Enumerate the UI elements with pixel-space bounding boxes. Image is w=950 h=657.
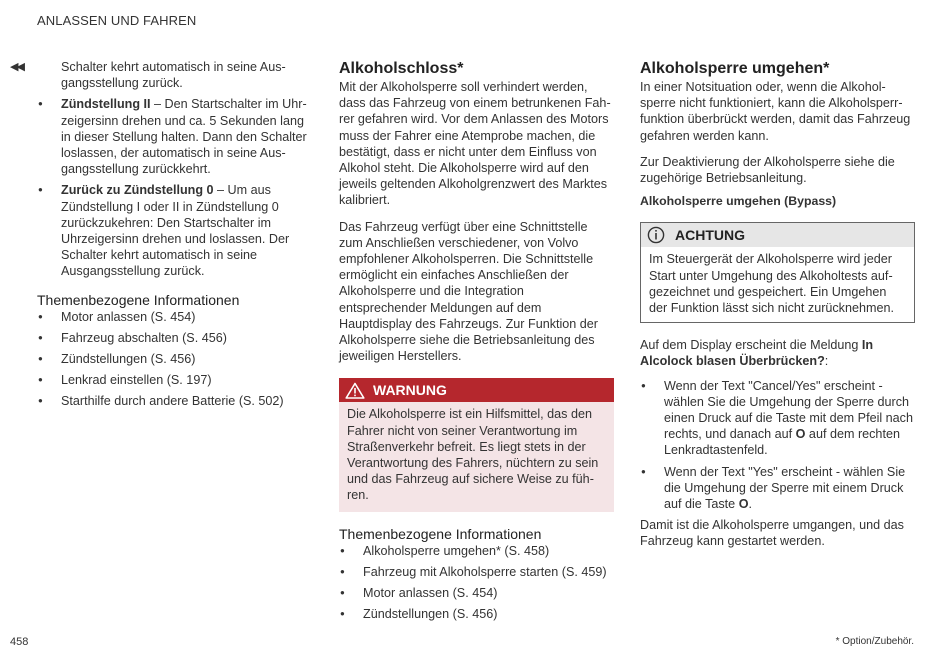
list-item: ● Zurück zu Zündstellung 0 – Um aus Zündstellung I oder II in Zündstellung 0 zurückzukehren: Den Startschalter im Uhrzeigersinn drehen und loslassen. Der Schalter kehrt automatisch in seine Ausgangsstellung zurück.: [37, 182, 312, 279]
column-2: [339, 59, 614, 622]
warning-text: Die Alkoholsperre ist ein Hilfsmittel, das den Fahrer nicht von seiner Verantwortung im Straßenverkehr befreit. Es liegt stets in der Verantwortung des Fahrers, nüchtern zu sein und das Fahrzeug auf sichere Weise zu führen.: [347, 407, 599, 503]
related-list: [339, 543, 614, 622]
column-3: [640, 59, 915, 550]
warning-header: [339, 378, 614, 402]
related-link[interactable]: ● Zündstellungen (S. 456): [339, 606, 614, 622]
related-link[interactable]: ● Zündstellungen (S. 456): [37, 351, 312, 367]
warning-label: WARNUNG: [373, 382, 447, 399]
bypass-steps: [640, 378, 915, 513]
subheading: Alkoholsperre umgehen (Bypass): [640, 194, 837, 209]
section-title: Alkoholsperre umgehen*: [640, 60, 830, 77]
section-title: Alkoholschloss*: [339, 60, 464, 77]
caution-box: [640, 222, 915, 323]
related-link[interactable]: ● Lenkrad einstellen (S. 197): [37, 372, 312, 388]
related-heading: Themenbezogene Informationen: [339, 525, 542, 542]
section-header: ANLASSEN UND FAHREN: [37, 13, 197, 28]
list-item: ● Wenn der Text "Yes" erscheint - wählen Sie die Umgehung der Sperre mit einem Druck auf die Taste O.: [640, 464, 915, 513]
warning-triangle-icon: [345, 382, 365, 399]
related-link[interactable]: ● Starthilfe durch andere Batterie (S. 502): [37, 393, 312, 409]
paragraph: Mit der Alkoholsperre soll verhindert werden, dass das Fahrzeug von einem betrunkenen Fahrer gefahren wird. Vor dem Anlassen des Motors muss der Fahrer eine Atemprobe machen, die bestätigt, dass er nicht unter dem Einfluss von Alkohol steht. Die Alkoholsperre wird auf den jeweils geltenden Alkoholgrenzwert des Marktes kalibriert.: [339, 80, 611, 208]
related-link[interactable]: ● Alkoholsperre umgehen* (S. 458): [339, 543, 614, 559]
paragraph: Zur Deaktivierung der Alkoholsperre siehe die zugehörige Betriebsanleitung.: [640, 154, 895, 186]
list-item: ● Wenn der Text "Cancel/Yes" erscheint - wählen Sie die Umgehung der Sperre durch einen Druck auf die Taste mit dem Pfeil nach rechts, und danach auf O auf dem rechten Lenkradtastenfeld.: [640, 378, 915, 459]
related-link[interactable]: ● Motor anlassen (S. 454): [339, 585, 614, 601]
column-1: [37, 59, 312, 409]
related-link[interactable]: ● Fahrzeug abschalten (S. 456): [37, 330, 312, 346]
back-arrows-icon[interactable]: ◀◀: [10, 61, 23, 73]
related-link[interactable]: ● Motor anlassen (S. 454): [37, 309, 312, 325]
related-list: [37, 309, 312, 409]
caution-label: ACHTUNG: [675, 227, 745, 244]
page-number: 458: [10, 636, 29, 648]
related-heading: Themenbezogene Informationen: [37, 291, 240, 308]
caution-text: Im Steuergerät der Alkoholsperre wird jeder Start unter Umgehung des Alkoholtests aufgezeichnet und gespeichert. Ein Umgehen der Funktion lässt sich nicht zurücknehmen.: [649, 252, 894, 316]
info-circle-icon: [647, 226, 665, 244]
paragraph: Auf dem Display erscheint die Meldung In Alcolock blasen Überbrücken?:: [640, 338, 874, 369]
caution-header: [641, 223, 914, 247]
warning-box: [339, 378, 614, 511]
footnote: * Option/Zubehör.: [835, 636, 914, 647]
related-link[interactable]: ● Fahrzeug mit Alkoholsperre starten (S. 459): [339, 564, 614, 580]
paragraph: Damit ist die Alkoholsperre umgangen, und das Fahrzeug kann gestartet werden.: [640, 518, 904, 549]
paragraph: In einer Notsituation oder, wenn die Alkoholsperre nicht funktioniert, kann die Alkoholsperrfunktion überbrückt werden, damit das Fahrzeug gefahren werden kann.: [640, 80, 911, 143]
list-item: ● Zündstellung II – Den Startschalter im Uhrzeigersinn drehen und ca. 5 Sekunden lang in dieser Stellung halten. Dann den Schalter loslassen, der automatisch in seine Ausgangsstellung zurückkehrt.: [37, 96, 312, 177]
ignition-list: [37, 96, 312, 279]
continued-text: Schalter kehrt automatisch in seine Ausgangsstellung zurück.: [61, 60, 286, 91]
paragraph: Das Fahrzeug verfügt über eine Schnittstelle zum Anschließen verschiedener, von Volvo empfohlener Alkoholsperren. Die Schnittstelle ermöglicht ein einfaches Anschließen der Alkoholsperre und die Integration entsprechender Meldungen auf dem Hauptdisplay des Fahrzeugs. Zur Funktion der Alkoholsperre siehe die Betriebsanleitung des jeweiligen Herstellers.: [339, 219, 599, 364]
